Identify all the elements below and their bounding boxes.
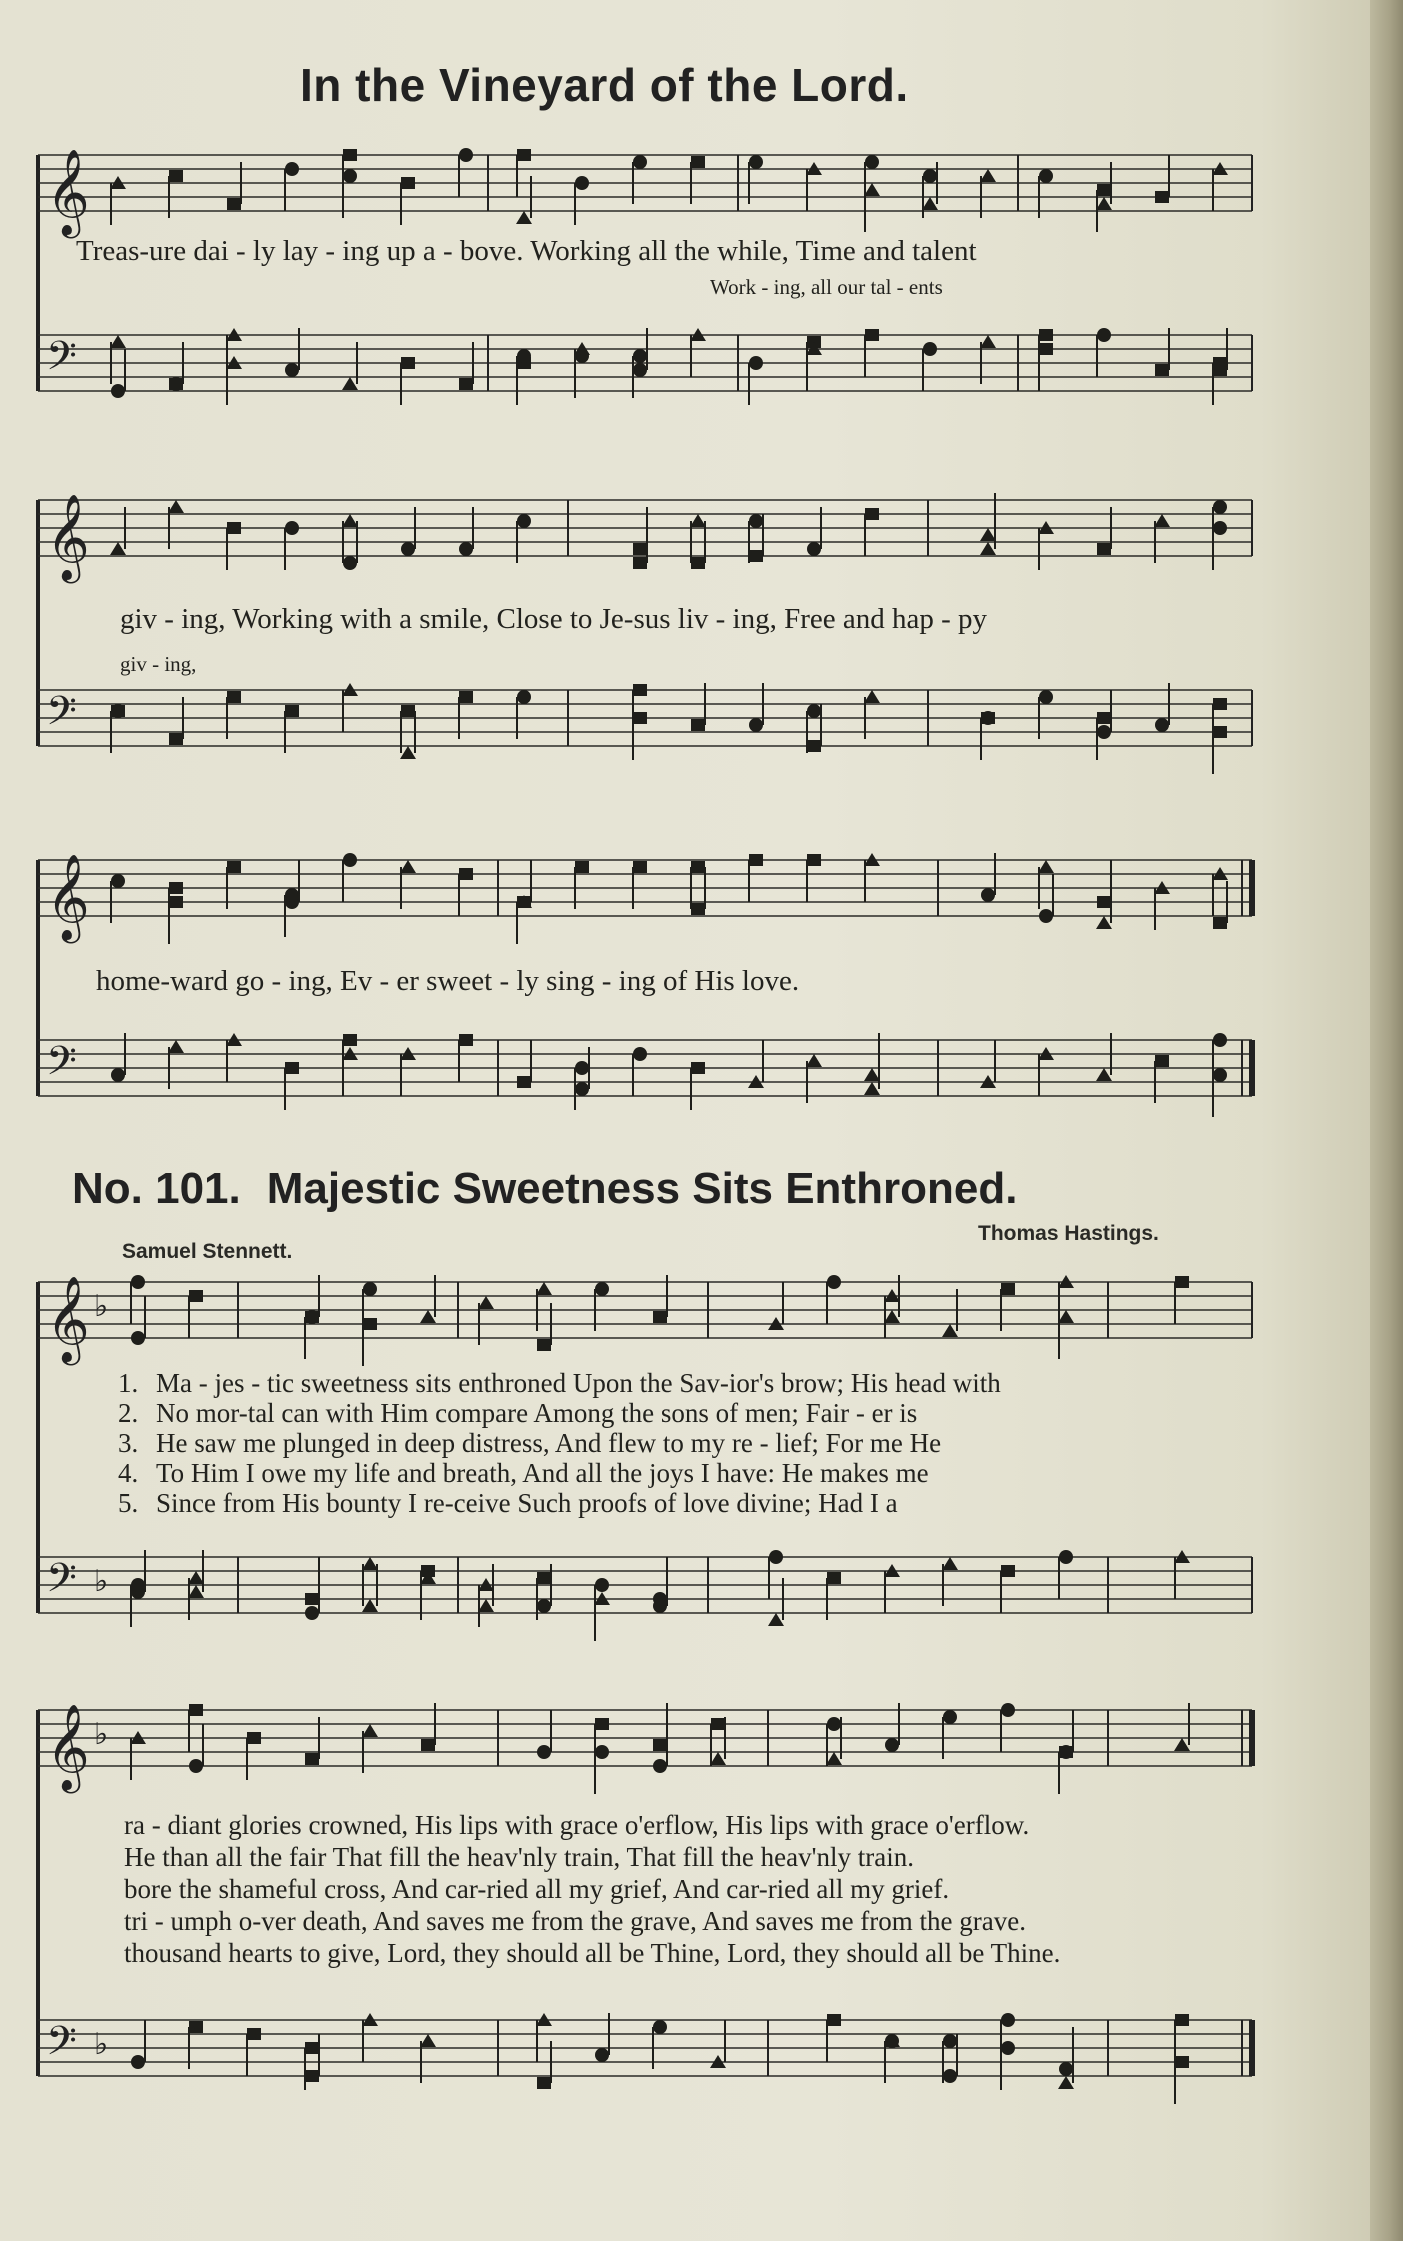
verse-text: Ma - jes - tic sweetness sits enthroned Upon the Sav-ior's brow; His head with: [156, 1368, 1001, 1398]
svg-text:♭: ♭: [94, 1717, 109, 1752]
verse-number: 2.: [118, 1398, 139, 1428]
verse-line: [118, 1428, 941, 1459]
echo-lyric: Work - ing, all our tal - ents: [710, 275, 943, 299]
verse-line: [118, 1398, 917, 1429]
svg-text:𝄢: 𝄢: [46, 333, 77, 389]
svg-text:𝄢: 𝄢: [46, 1038, 77, 1094]
svg-text:𝄢: 𝄢: [46, 1555, 77, 1611]
verse-line: ra - diant glories crowned, His lips with grace o'erflow, His lips with grace o'erflow.: [124, 1810, 1030, 1840]
author-credit: Samuel Stennett.: [122, 1240, 293, 1263]
page-edge: [1370, 0, 1403, 2241]
verse-line: tri - umph o-ver death, And saves me from the grave, And saves me from the grave.: [124, 1906, 1026, 1936]
staff-notation: [28, 1690, 1268, 2120]
verse-number: 3.: [118, 1428, 139, 1458]
verse-line: [118, 1368, 1001, 1399]
svg-text:♭: ♭: [94, 2027, 109, 2062]
verse-line: thousand hearts to give, Lord, they should all be Thine, Lord, they should all be Thine.: [124, 1938, 1061, 1968]
verse-line: bore the shameful cross, And car-ried all my grief, And car-ried all my grief.: [124, 1874, 950, 1904]
verse-number: 4.: [118, 1458, 139, 1488]
lyric-line: Treas-ure dai - ly lay - ing up a - bove. Working all the while, Time and talent: [76, 235, 977, 267]
hymn-title: Majestic Sweetness Sits Enthroned.: [266, 1164, 1018, 1213]
verse-text: No mor-tal can with Him compare Among the sons of men; Fair - er is: [156, 1398, 918, 1428]
svg-text:𝄢: 𝄢: [46, 688, 77, 744]
svg-text:𝄞: 𝄞: [46, 1704, 90, 1790]
verse-text: Since from His bounty I re-ceive Such proofs of love divine; Had I a: [156, 1488, 898, 1518]
verse-line: He than all the fair That fill the heav'nly train, That fill the heav'nly train.: [124, 1842, 914, 1872]
score-system: [28, 830, 1268, 1160]
svg-text:𝄞: 𝄞: [46, 149, 90, 235]
verse-number: 1.: [118, 1368, 139, 1398]
song-title: In the Vineyard of the Lord.: [300, 59, 909, 111]
lyric-line: home-ward go - ing, Ev - er sweet - ly sing - ing of His love.: [96, 965, 800, 997]
verse-text: He saw me plunged in deep distress, And flew to my re - lief; For me He: [156, 1428, 942, 1458]
verse-text: To Him I owe my life and breath, And all the joys I have: He makes me: [156, 1458, 929, 1488]
score-system: [28, 135, 1268, 425]
svg-text:𝄞: 𝄞: [46, 1276, 90, 1362]
score-system: [28, 460, 1268, 805]
svg-text:♭: ♭: [94, 1564, 109, 1599]
echo-lyric: giv - ing,: [120, 652, 197, 676]
hymn-heading: [72, 1164, 1017, 1214]
verse-number: 5.: [118, 1488, 139, 1518]
score-system: [28, 1690, 1268, 2120]
svg-text:𝄢: 𝄢: [46, 2018, 77, 2074]
staff-notation: [28, 135, 1268, 425]
svg-text:𝄞: 𝄞: [46, 854, 90, 940]
verse-line: [118, 1458, 929, 1489]
lyric-line: giv - ing, Working with a smile, Close to Je-sus liv - ing, Free and hap - py: [120, 603, 988, 635]
svg-text:♭: ♭: [94, 1289, 109, 1324]
verse-line: [118, 1488, 898, 1519]
svg-text:𝄞: 𝄞: [46, 494, 90, 580]
hymn-number: No. 101.: [72, 1164, 241, 1213]
composer-credit: Thomas Hastings.: [978, 1222, 1159, 1245]
